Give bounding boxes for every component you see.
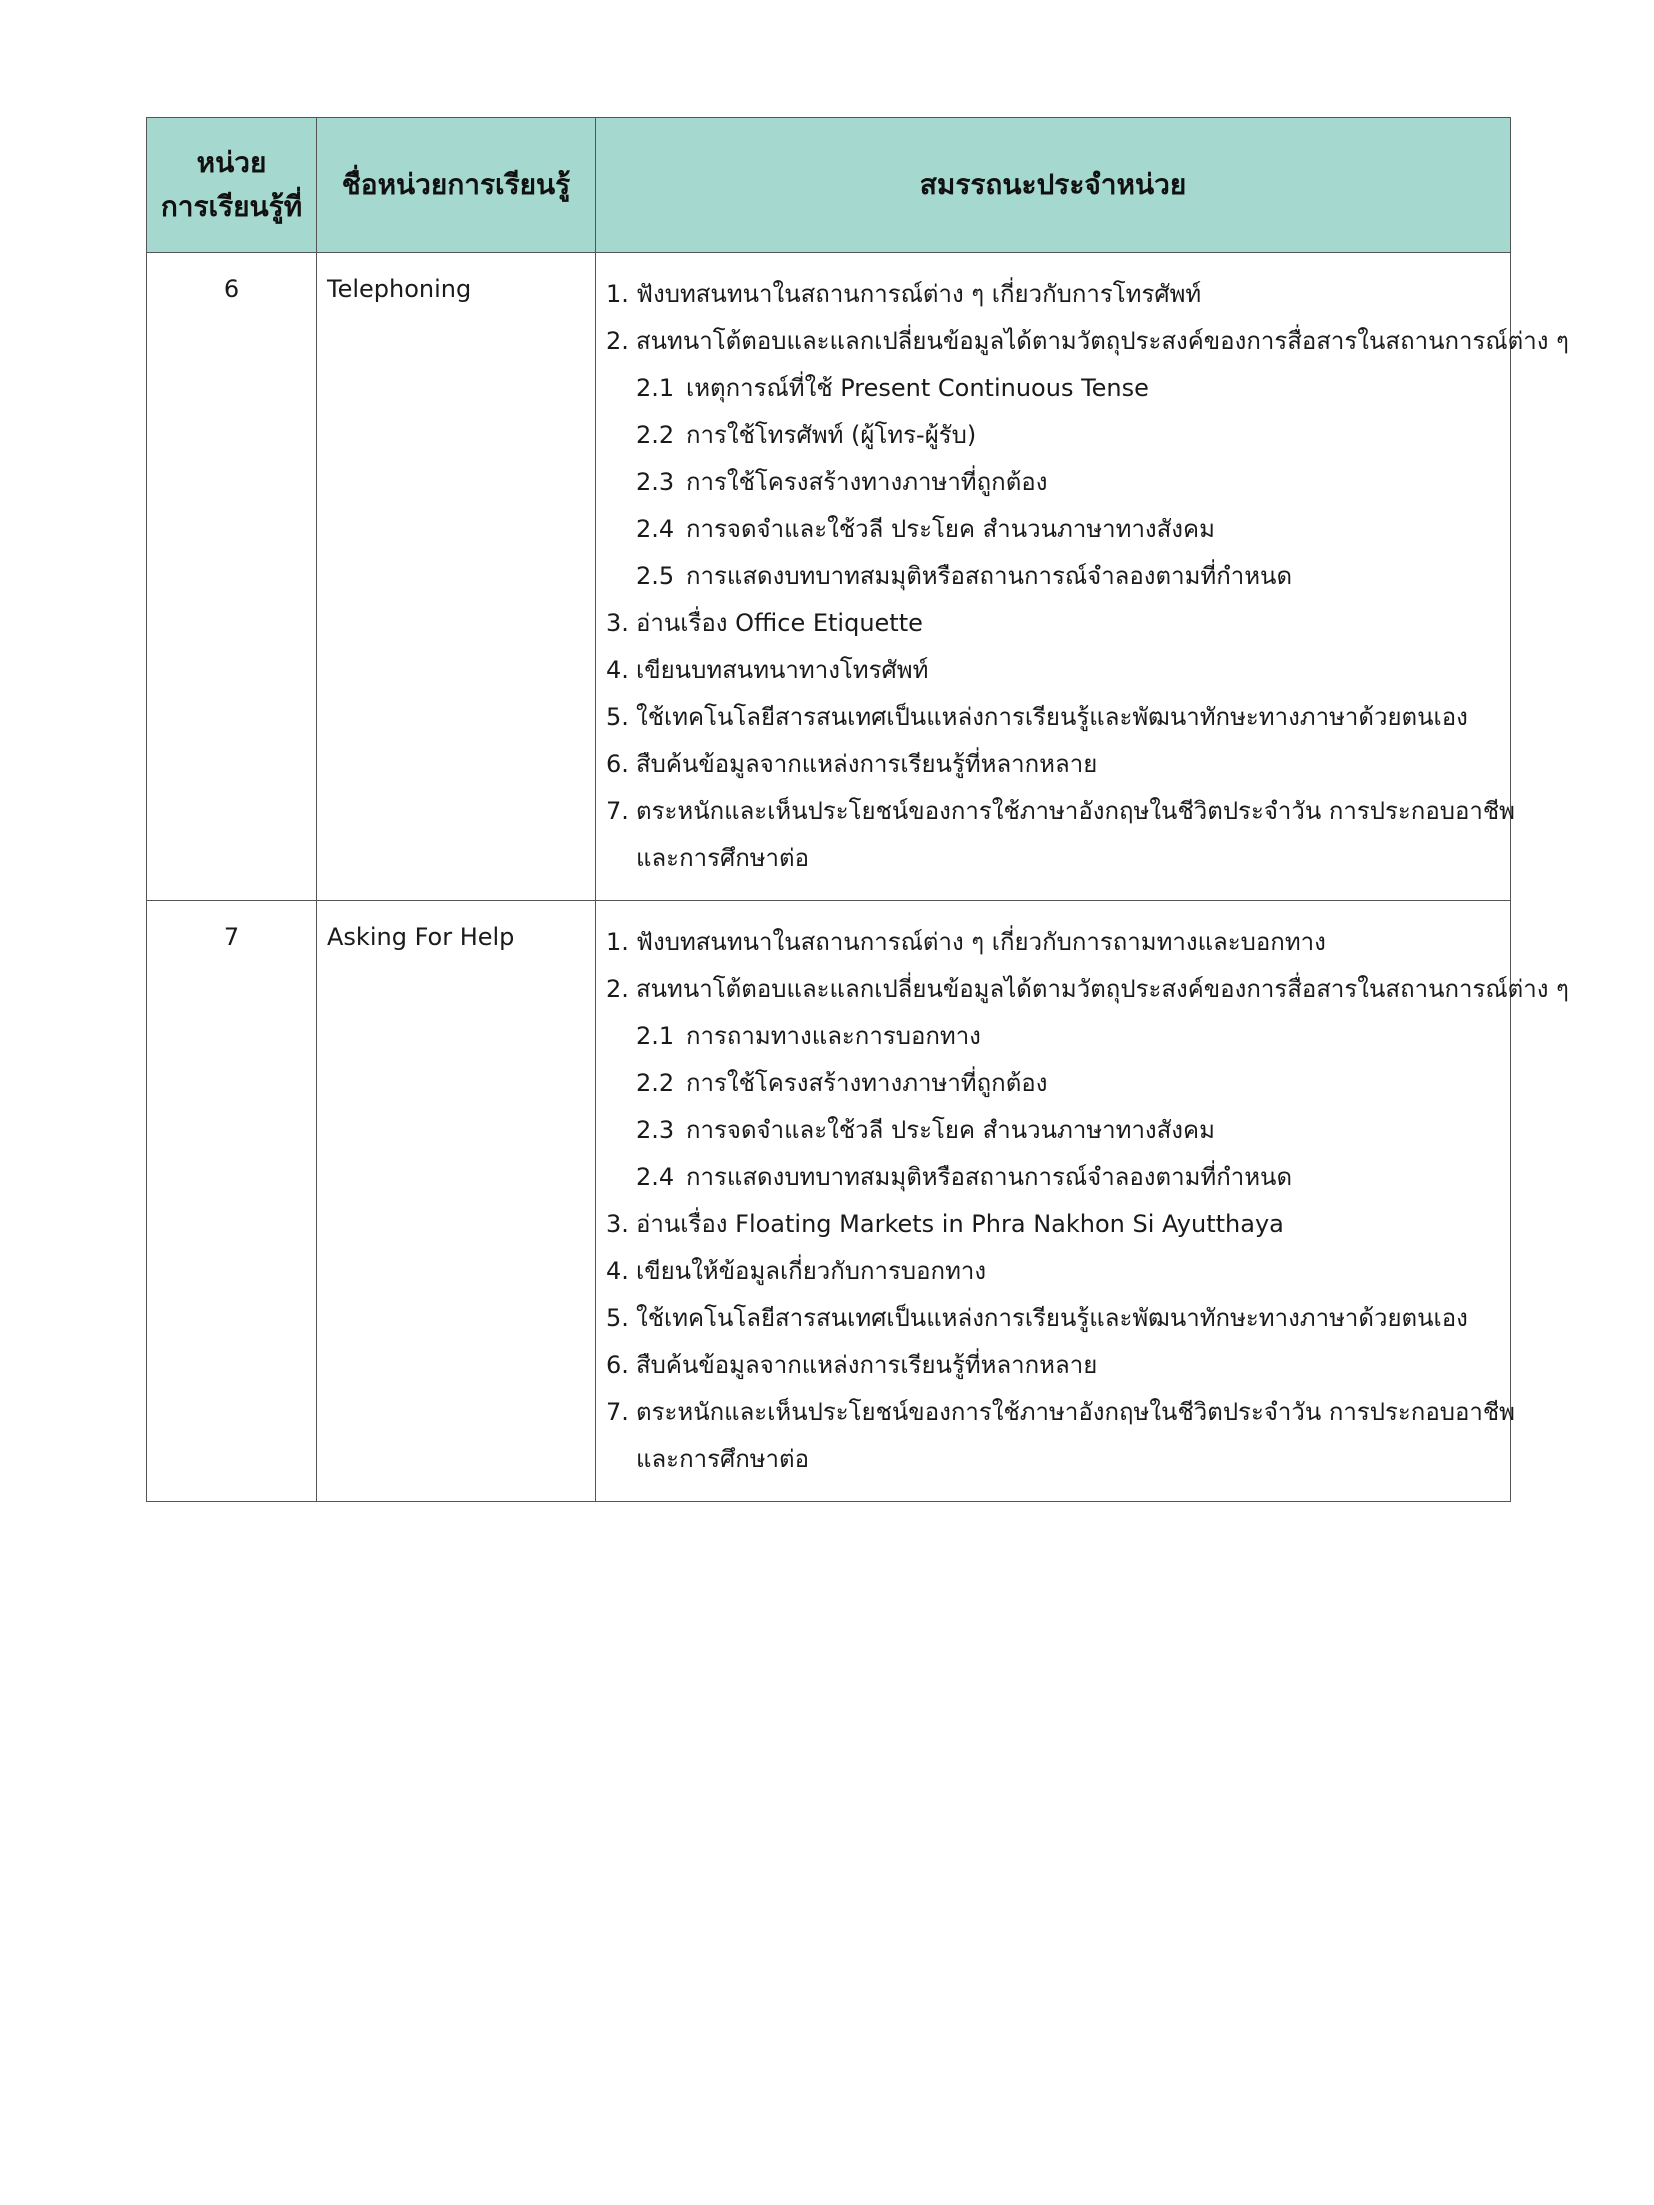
item-number: 2.4 — [636, 515, 675, 543]
item-text: ฟังบทสนทนาในสถานการณ์ต่าง ๆ เกี่ยวกับการถามทางและบอกทาง — [636, 928, 1326, 956]
item-number: 7. — [606, 797, 629, 825]
competency-item — [606, 1295, 1500, 1342]
item-number: 2. — [606, 975, 629, 1003]
item-number: 3. — [606, 1210, 629, 1238]
item-number: 2.1 — [636, 374, 675, 402]
item-number: 1. — [606, 928, 629, 956]
header-unit-no-line1: หน่วย — [196, 146, 267, 179]
item-number: 5. — [606, 1304, 629, 1332]
item-text: สนทนาโต้ตอบและแลกเปลี่ยนข้อมูลได้ตามวัตถุประสงค์ของการสื่อสารในสถานการณ์ต่าง ๆ — [636, 975, 1569, 1003]
competency-item — [606, 741, 1500, 788]
item-number: 6. — [606, 750, 629, 778]
competency-subitem — [606, 459, 1500, 506]
item-text: การใช้โทรศัพท์ (ผู้โทร-ผู้รับ) — [686, 421, 977, 449]
item-number: 1. — [606, 280, 629, 308]
competency-subitem — [606, 1154, 1500, 1201]
table-header-row — [147, 118, 1511, 253]
item-number: 6. — [606, 1351, 629, 1379]
competency-item — [606, 1342, 1500, 1389]
item-text: ตระหนักและเห็นประโยชน์ของการใช้ภาษาอังกฤษในชีวิตประจำวัน การประกอบอาชีพ — [636, 797, 1515, 825]
competency-subitem — [606, 1013, 1500, 1060]
competency-item — [606, 694, 1500, 741]
competency-item — [606, 788, 1515, 835]
item-text: ใช้เทคโนโลยีสารสนเทศเป็นแหล่งการเรียนรู้และพัฒนาทักษะทางภาษาด้วยตนเอง — [636, 1304, 1468, 1332]
item-number: 7. — [606, 1398, 629, 1426]
item-text: เขียนบทสนทนาทางโทรศัพท์ — [636, 656, 929, 684]
item-text: การแสดงบทบาทสมมุติหรือสถานการณ์จำลองตามที่กำหนด — [686, 1163, 1293, 1191]
item-number: 2.2 — [636, 1069, 675, 1097]
item-number: 3. — [606, 609, 629, 637]
header-unit-name: ชื่อหน่วยการเรียนรู้ — [317, 118, 596, 253]
item-text: สืบค้นข้อมูลจากแหล่งการเรียนรู้ที่หลากหลาย — [636, 1351, 1098, 1379]
item-number: 4. — [606, 1257, 629, 1285]
competency-item — [606, 1248, 1500, 1295]
table-row — [147, 253, 1511, 901]
item-text: ใช้เทคโนโลยีสารสนเทศเป็นแหล่งการเรียนรู้และพัฒนาทักษะทางภาษาด้วยตนเอง — [636, 703, 1468, 731]
competency-list — [596, 253, 1569, 901]
competency-item — [606, 966, 1569, 1013]
item-number: 2. — [606, 327, 629, 355]
competency-subitem — [606, 1060, 1500, 1107]
header-unit-no-line2: การเรียนรู้ที่ — [160, 190, 303, 223]
unit-number: 7 — [147, 901, 317, 1502]
item-text: สืบค้นข้อมูลจากแหล่งการเรียนรู้ที่หลากหลาย — [636, 750, 1098, 778]
unit-number: 6 — [147, 253, 317, 901]
competency-subitem — [606, 506, 1500, 553]
unit-name: Telephoning — [317, 253, 596, 901]
item-text: เหตุการณ์ที่ใช้ Present Continuous Tense — [686, 374, 1149, 402]
item-text-continuation: และการศึกษาต่อ — [636, 844, 810, 872]
item-text: ตระหนักและเห็นประโยชน์ของการใช้ภาษาอังกฤษในชีวิตประจำวัน การประกอบอาชีพ — [636, 1398, 1515, 1426]
competency-item — [606, 318, 1569, 365]
competency-item — [606, 1201, 1500, 1248]
competency-list — [596, 901, 1569, 1502]
item-number: 2.4 — [636, 1163, 675, 1191]
item-number: 4. — [606, 656, 629, 684]
item-number: 2.5 — [636, 562, 675, 590]
item-text: อ่านเรื่อง Floating Markets in Phra Nakhon Si Ayutthaya — [636, 1210, 1284, 1238]
competency-subitem — [606, 553, 1500, 600]
competency-subitem — [606, 412, 1500, 459]
competency-subitem — [606, 1107, 1500, 1154]
item-number: 2.1 — [636, 1022, 675, 1050]
table-row — [147, 901, 1511, 1502]
item-text: สนทนาโต้ตอบและแลกเปลี่ยนข้อมูลได้ตามวัตถุประสงค์ของการสื่อสารในสถานการณ์ต่าง ๆ — [636, 327, 1569, 355]
item-text: การใช้โครงสร้างทางภาษาที่ถูกต้อง — [686, 468, 1048, 496]
competency-item — [606, 647, 1500, 694]
item-text: อ่านเรื่อง Office Etiquette — [636, 609, 923, 637]
competency-subitem — [606, 365, 1500, 412]
item-text: ฟังบทสนทนาในสถานการณ์ต่าง ๆ เกี่ยวกับการโทรศัพท์ — [636, 280, 1202, 308]
competency-table — [146, 117, 1569, 1502]
item-text: การจดจำและใช้วลี ประโยค สำนวนภาษาทางสังคม — [686, 1116, 1215, 1144]
item-text: การถามทางและการบอกทาง — [686, 1022, 981, 1050]
item-number: 5. — [606, 703, 629, 731]
unit-name: Asking For Help — [317, 901, 596, 1502]
item-text: การแสดงบทบาทสมมุติหรือสถานการณ์จำลองตามที่กำหนด — [686, 562, 1293, 590]
competency-item — [606, 600, 1500, 647]
item-number: 2.2 — [636, 421, 675, 449]
header-competency: สมรรถนะประจำหน่วย — [596, 118, 1511, 253]
header-unit-no — [147, 118, 317, 253]
competency-item — [606, 919, 1500, 966]
item-number: 2.3 — [636, 468, 675, 496]
item-text: เขียนให้ข้อมูลเกี่ยวกับการบอกทาง — [636, 1257, 987, 1285]
competency-item — [606, 1389, 1515, 1436]
item-text: การใช้โครงสร้างทางภาษาที่ถูกต้อง — [686, 1069, 1048, 1097]
item-text-continuation: และการศึกษาต่อ — [636, 1445, 810, 1473]
competency-item — [606, 271, 1500, 318]
item-text: การจดจำและใช้วลี ประโยค สำนวนภาษาทางสังคม — [686, 515, 1215, 543]
item-number: 2.3 — [636, 1116, 675, 1144]
